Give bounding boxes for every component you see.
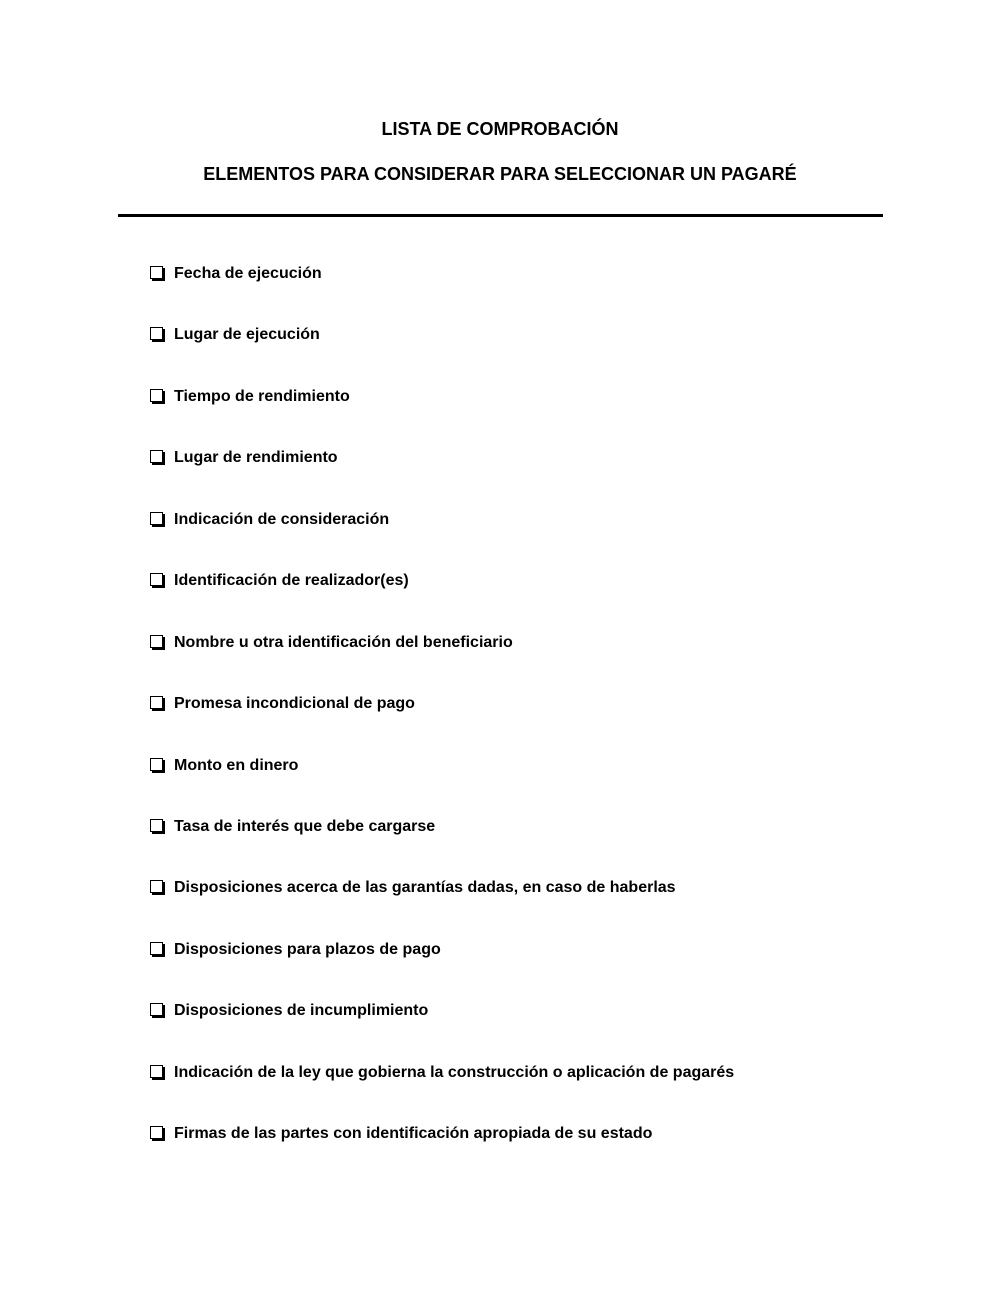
checkbox-icon[interactable]	[150, 819, 163, 832]
checkbox-icon[interactable]	[150, 880, 163, 893]
checklist-item-label: Promesa incondicional de pago	[174, 695, 415, 713]
checklist-item	[150, 633, 734, 694]
checkbox-icon[interactable]	[150, 1003, 163, 1016]
checklist-item	[150, 940, 734, 1001]
checkbox-icon[interactable]	[150, 327, 163, 340]
checklist-item	[150, 571, 734, 632]
checkbox-icon[interactable]	[150, 758, 163, 771]
checkbox-icon[interactable]	[150, 942, 163, 955]
checklist-item-label: Nombre u otra identificación del beneficiario	[174, 633, 513, 651]
checkbox-icon[interactable]	[150, 450, 163, 463]
document-subtitle: ELEMENTOS PARA CONSIDERAR PARA SELECCIONAR UN PAGARÉ	[203, 164, 797, 184]
checklist-item	[150, 1001, 734, 1062]
checklist-item-label: Lugar de rendimiento	[174, 449, 338, 467]
checkbox-icon[interactable]	[150, 389, 163, 402]
checkbox-icon[interactable]	[150, 573, 163, 586]
checkbox-icon[interactable]	[150, 512, 163, 525]
checklist-item	[150, 264, 734, 325]
checklist-item-label: Identificación de realizador(es)	[174, 572, 409, 590]
checklist-item-label: Tasa de interés que debe cargarse	[174, 817, 436, 835]
horizontal-rule	[118, 214, 883, 217]
checklist-item	[150, 1063, 734, 1124]
checkbox-icon[interactable]	[150, 1126, 163, 1139]
checklist-item	[150, 510, 734, 571]
checklist-item-label: Indicación de la ley que gobierna la construcción o aplicación de pagarés	[174, 1063, 735, 1081]
checklist-item-label: Disposiciones para plazos de pago	[174, 940, 441, 958]
checklist-item	[150, 817, 734, 878]
checklist-item	[150, 325, 734, 386]
checklist-item-label: Disposiciones de incumplimiento	[174, 1002, 429, 1020]
checklist-item	[150, 878, 734, 939]
document-title: LISTA DE COMPROBACIÓN	[381, 119, 619, 139]
checklist-item-label: Indicación de consideración	[174, 510, 390, 528]
checklist-item-label: Disposiciones acerca de las garantías dadas, en caso de haberlas	[174, 879, 676, 897]
checkbox-icon[interactable]	[150, 266, 163, 279]
checklist-item	[150, 448, 734, 509]
checklist-item	[150, 387, 734, 448]
checkbox-icon[interactable]	[150, 696, 163, 709]
checklist-item-label: Firmas de las partes con identificación apropiada de su estado	[174, 1125, 653, 1143]
checklist	[150, 264, 734, 1186]
checklist-item-label: Monto en dinero	[174, 756, 299, 774]
checklist-item	[150, 1124, 734, 1185]
checklist-item	[150, 694, 734, 755]
checklist-item-label: Tiempo de rendimiento	[174, 387, 350, 405]
checkbox-icon[interactable]	[150, 635, 163, 648]
checkbox-icon[interactable]	[150, 1065, 163, 1078]
checklist-item-label: Lugar de ejecución	[174, 326, 320, 344]
checklist-item	[150, 756, 734, 817]
checklist-item-label: Fecha de ejecución	[174, 265, 322, 282]
